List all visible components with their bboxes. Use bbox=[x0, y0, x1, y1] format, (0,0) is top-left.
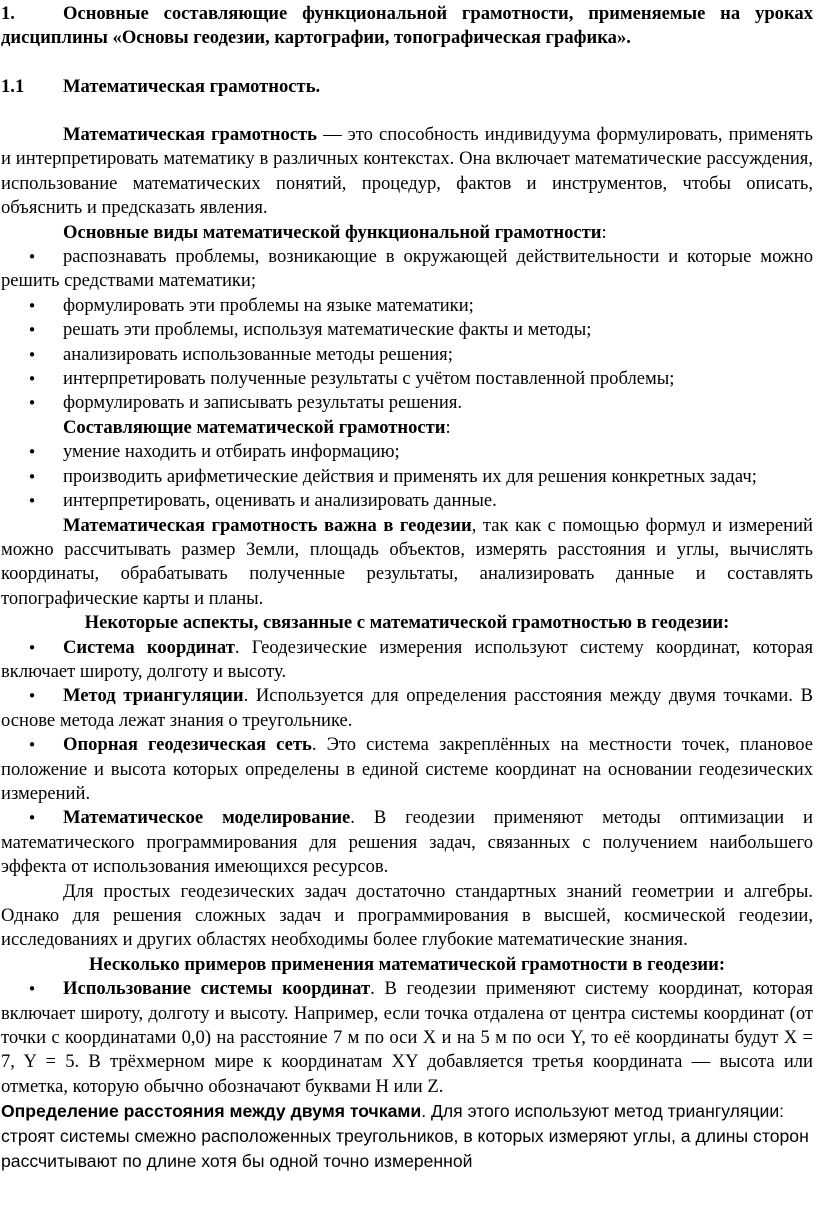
importance-text: , так как с помощью формул и измерений можно рассчитывать размер Земли, площадь объектов, измерять расстояния и углы, вычислять координаты, обрабатывать полученные результаты, анализировать данные и составлять топографические карты и планы. bbox=[1, 514, 813, 609]
heading-1-text: Основные составляющие функциональной грамотности, применяемые на уроках дисциплины «Основы геодезии, картографии, топографическая графика». bbox=[1, 3, 813, 49]
components-title bbox=[1, 416, 813, 440]
bullet-icon bbox=[1, 977, 63, 1001]
bullet-icon bbox=[1, 367, 63, 391]
list-item-text: умение находить и отбирать информацию; bbox=[63, 441, 400, 463]
list-item bbox=[1, 245, 813, 294]
list-item-text: интерпретировать, оценивать и анализировать данные. bbox=[63, 490, 497, 512]
list-item bbox=[1, 636, 813, 685]
components-title-text: Составляющие математической грамотности bbox=[63, 416, 446, 438]
bullet-icon bbox=[1, 318, 63, 342]
list-item-text: . В геодезии применяют систему координат, которая включает широту, долготу и высоту. Например, если точка отдалена от центра системы координат (от точки с координатами 0,0) на расстояние 7 м по оси X и на 5 м по оси Y, то её координаты будут X = 7, Y = 5. В трёхмерном мире к координатам XY добавляется третья координата — высота или отметка, которую обычно обозначают буквами H или Z. bbox=[1, 978, 813, 1097]
list-item bbox=[1, 684, 813, 733]
intro-term: Математическая грамотность bbox=[63, 124, 317, 145]
bullet-icon bbox=[1, 440, 63, 464]
distance-term: Определение расстояния между двумя точками bbox=[1, 1101, 422, 1122]
list-item bbox=[1, 294, 813, 318]
list-item-term: Математическое моделирование bbox=[63, 807, 351, 829]
list-item-term: Система координат bbox=[63, 636, 235, 658]
list-item-text: анализировать использованные методы решения; bbox=[63, 343, 453, 365]
distance-text: . Для этого используют метод триангуляции: строят системы смежно расположенных треугольников, в которых измеряют углы, а длины сторон рассчитывают по длине хотя бы одной точно измеренной bbox=[1, 1101, 809, 1172]
examples-title bbox=[1, 953, 813, 977]
list-item-text: . Геодезические измерения используют систему координат, которая включает широту, долготу и высоту. bbox=[1, 636, 814, 682]
list-item-term: Метод триангуляции bbox=[63, 685, 244, 707]
heading-1-number: 1. bbox=[1, 3, 15, 24]
list-item-text: . Используется для определения расстояния между двумя точками. В основе метода лежат знания о треугольнике. bbox=[1, 685, 813, 731]
list-item bbox=[1, 977, 813, 1099]
kinds-title-text: Основные виды математической функциональной грамотности bbox=[63, 221, 602, 243]
bullet-icon bbox=[1, 733, 63, 757]
components-title-colon: : bbox=[445, 416, 451, 438]
list-item bbox=[1, 806, 813, 879]
list-item-text: . В геодезии применяют методы оптимизации и математического программирования для решения задач, связанных с получением наибольшего эффекта от использования имеющихся ресурсов. bbox=[1, 807, 813, 878]
list-item bbox=[1, 391, 813, 415]
bullet-icon bbox=[1, 245, 63, 269]
examples-title-text: Несколько примеров применения математической грамотности в геодезии: bbox=[88, 953, 726, 975]
bullet-icon bbox=[1, 294, 63, 318]
list-item bbox=[1, 440, 813, 464]
bullet-icon bbox=[1, 636, 63, 660]
bullet-icon bbox=[1, 465, 63, 489]
document-body bbox=[1, 123, 813, 1174]
aspects-list bbox=[1, 636, 813, 880]
list-item-text: формулировать и записывать результаты решения. bbox=[63, 392, 463, 414]
list-item bbox=[1, 489, 813, 513]
intro-text: — это способность индивидуума формулировать, применять и интерпретировать математику в различных контекстах. Она включает математические рассуждения, использование математических понятий, процедур, фактов и инструментов, чтобы описать, объяснить и предсказать явления. bbox=[1, 124, 813, 219]
list-item bbox=[1, 343, 813, 367]
kinds-title-colon: : bbox=[601, 221, 607, 243]
simple-tasks-paragraph: Для простых геодезических задач достаточно стандартных знаний геометрии и алгебры. Однако для решения сложных задач и программирования в высшей, космической геодезии, исследованиях и других областях необходимы более глубокие математические знания. bbox=[1, 880, 813, 951]
distance-paragraph bbox=[1, 1099, 813, 1174]
components-list bbox=[1, 440, 813, 513]
intro-paragraph bbox=[1, 123, 813, 221]
aspects-title-text: Некоторые аспекты, связанные с математической грамотностью в геодезии: bbox=[84, 612, 730, 634]
examples-list bbox=[1, 977, 813, 1099]
list-item bbox=[1, 318, 813, 342]
list-item-text: решать эти проблемы, используя математические факты и методы; bbox=[63, 319, 592, 341]
heading-2-text: Математическая грамотность. bbox=[63, 76, 321, 97]
list-item-text: интерпретировать полученные результаты с учётом поставленной проблемы; bbox=[63, 368, 675, 390]
heading-2 bbox=[1, 75, 320, 99]
aspects-title bbox=[1, 611, 813, 635]
heading-1 bbox=[1, 2, 813, 51]
list-item-text: производить арифметические действия и применять их для решения конкретных задач; bbox=[63, 465, 757, 487]
list-item-term: Опорная геодезическая сеть bbox=[63, 734, 312, 756]
list-item-text: формулировать эти проблемы на языке математики; bbox=[63, 294, 474, 316]
list-item-text: распознавать проблемы, возникающие в окружающей действительности и которые можно решить средствами математики; bbox=[1, 246, 813, 292]
bullet-icon bbox=[1, 391, 63, 415]
list-item-text: . Это система закреплённых на местности точек, плановое положение и высота которых определены в единой системе координат на основании геодезических измерений. bbox=[1, 734, 813, 804]
bullet-icon bbox=[1, 489, 63, 513]
importance-paragraph bbox=[1, 514, 813, 612]
bullet-icon bbox=[1, 343, 63, 367]
list-item bbox=[1, 367, 813, 391]
bullet-icon bbox=[1, 684, 63, 708]
list-item bbox=[1, 733, 813, 806]
heading-2-number: 1.1 bbox=[1, 76, 25, 97]
kinds-list bbox=[1, 245, 813, 416]
list-item-term: Использование системы координат bbox=[63, 978, 371, 1000]
importance-term: Математическая грамотность важна в геодезии bbox=[63, 514, 472, 536]
bullet-icon bbox=[1, 806, 63, 830]
list-item bbox=[1, 465, 813, 489]
kinds-title bbox=[1, 221, 813, 245]
